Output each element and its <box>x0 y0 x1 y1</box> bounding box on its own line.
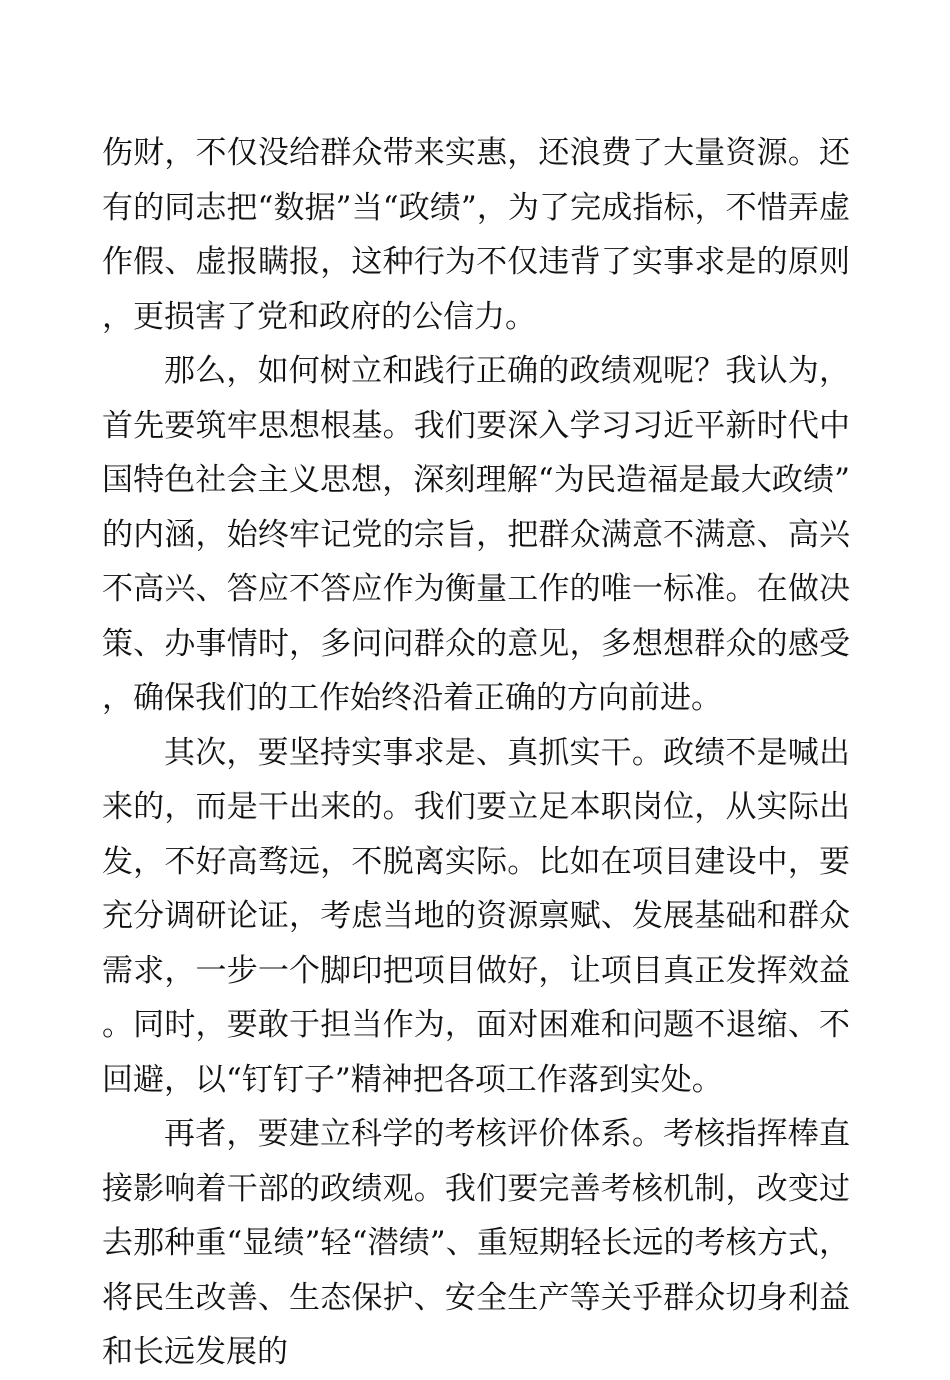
document-page <box>102 126 850 1380</box>
paragraph-seek-truth-from-facts: 其次，要坚持实事求是、真抓实干。政绩不是喊出来的，而是干出来的。我们要立足本职岗位，从实际出发，不好高骛远，不脱离实际。比如在项目建设中，要充分调研论证，考虑当地的资源禀赋、发展基础和群众需求，一步一个脚印把项目做好，让项目真正发挥效益。同时，要敢于担当作为，面对困难和问题不退缩、不回避，以“钉钉子”精神把各项工作落到实处。 <box>102 734 850 1098</box>
paragraph-correct-view-of-achievements: 那么，如何树立和践行正确的政绩观呢？我认为，首先要筑牢思想根基。我们要深入学习习近平新时代中国特色社会主义思想，深刻理解“为民造福是最大政绩”的内涵，始终牢记党的宗旨，把群众满意不满意、高兴不高兴、答应不答应作为衡量工作的唯一标准。在做决策、办事情时，多问问群众的意见，多想想群众的感受，确保我们的工作始终沿着正确的方向前进。 <box>102 353 850 716</box>
paragraph-evaluation-system: 再者，要建立科学的考核评价体系。考核指挥棒直接影响着干部的政绩观。我们要完善考核机制，改变过去那种重“显绩”轻“潜绩”、重短期轻长远的考核方式，将民生改善、生态保护、安全生产等关乎群众切身利益和长远发展的 <box>102 1116 850 1370</box>
paragraph-continuation: 伤财，不仅没给群众带来实惠，还浪费了大量资源。还有的同志把“数据”当“政绩”，为了完成指标，不惜弄虚作假、虚报瞒报，这种行为不仅违背了实事求是的原则，更损害了党和政府的公信力。 <box>102 135 850 335</box>
